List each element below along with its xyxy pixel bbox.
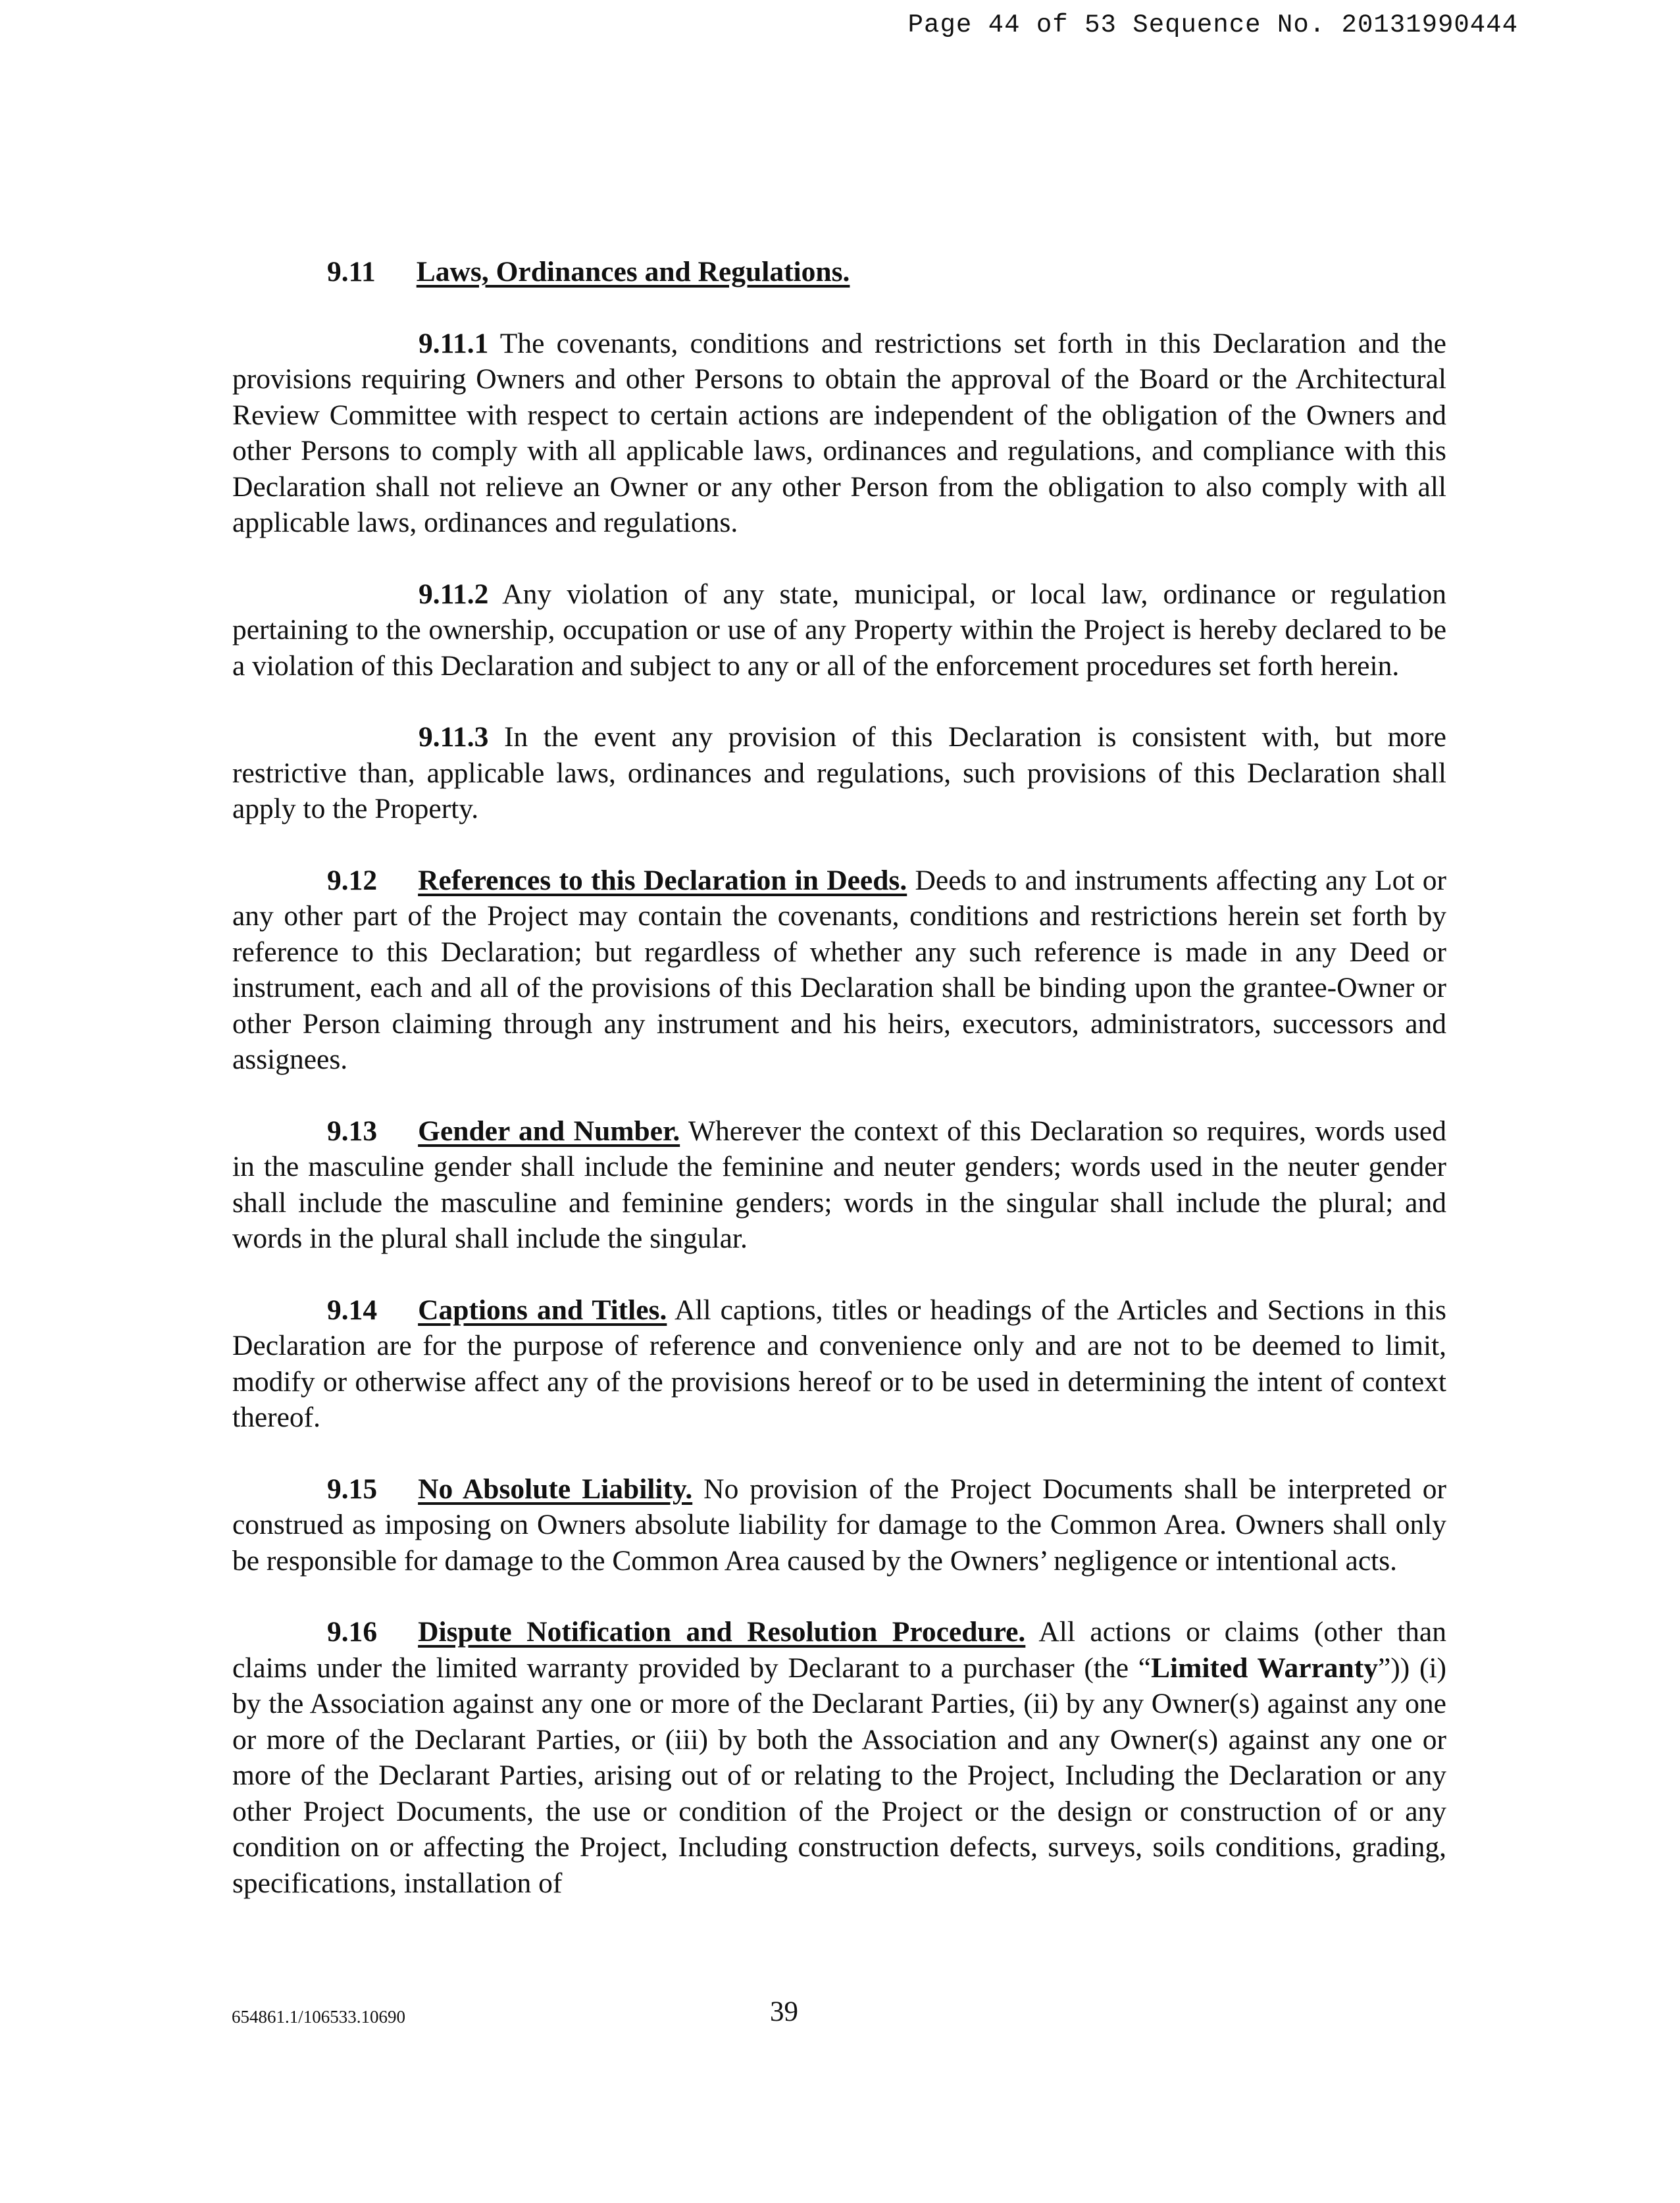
section-title: Gender and Number.	[418, 1115, 680, 1147]
section-number: 9.15	[327, 1473, 378, 1505]
section-text: Wherever the context of this Declaration so requires, words used in the masculine gender shall include the feminine and neuter genders; words used in the neuter gender shall include the masculine and feminine genders; words in the singular shall include the plural; and words in the plural shall include the singular.	[232, 1115, 1446, 1254]
section-9-11-heading	[232, 254, 1446, 290]
section-9-14	[232, 1292, 1446, 1436]
section-number: 9.12	[327, 864, 378, 896]
section-text-b: ”)) (i) by the Association against any one or more of the Declarant Parties, (ii) by any Owner(s) against any one or more of the Declarant Parties, or (iii) by both the Association and any Owner(s) against any one or more of the Declarant Parties, arising out of or relating to the Project, Including the Declaration or any other Project Documents, the use or condition of the Project or the design or construction of or any condition on or affecting the Project, Including construction defects, surveys, soils conditions, grading, specifications, installation of	[232, 1652, 1447, 1899]
section-text: The covenants, conditions and restrictions set forth in this Declaration and the provisions requiring Owners and other Persons to obtain the approval of the Board or the Architectural Review Committee with respect to certain actions are independent of the obligation of the Owners and other Persons to comply with all applicable laws, ordinances and regulations, and compliance with this Declaration shall not relieve an Owner or any other Person from the obligation to also comply with all applicable laws, ordinances and regulations.	[232, 327, 1446, 538]
section-9-11-1	[232, 326, 1446, 541]
section-text: No provision of the Project Documents shall be interpreted or construed as imposing on Owners absolute liability for damage to the Common Area. Owners shall only be responsible for damage to the Common Area caused by the Owners’ negligence or intentional acts.	[232, 1473, 1446, 1577]
section-title: No Absolute Liability.	[418, 1473, 693, 1505]
section-title: References to this Declaration in Deeds.	[418, 864, 907, 896]
section-text: Deeds to and instruments affecting any Lot or any other part of the Project may contain the covenants, conditions and restrictions herein set forth by reference to this Declaration; but regardless of whether any such reference is made in any Deed or instrument, each and all of the provisions of this Declaration shall be binding upon the grantee-Owner or other Person claiming through any instrument and his heirs, executors, administrators, successors and assignees.	[232, 864, 1447, 1075]
footer-page-number: 39	[770, 1996, 798, 2027]
document-body	[232, 254, 1446, 1937]
section-9-11-3	[232, 719, 1446, 827]
section-title: Dispute Notification and Resolution Procedure.	[418, 1616, 1026, 1648]
section-9-11-2	[232, 576, 1446, 684]
section-9-12	[232, 863, 1446, 1078]
section-number: 9.11.3	[419, 721, 489, 753]
section-9-16	[232, 1614, 1446, 1901]
section-number: 9.13	[327, 1115, 378, 1147]
section-text: Any violation of any state, municipal, or local law, ordinance or regulation pertaining to the ownership, occupation or use of any Property within the Project is hereby declared to be a violation of this Declaration and subject to any or all of the enforcement procedures set forth herein.	[232, 578, 1446, 682]
page-sequence-stamp: Page 44 of 53 Sequence No. 20131990444	[907, 11, 1518, 39]
section-text-a: All actions or claims (other than claims under the limited warranty provided by Declarant to a purchaser (the “	[232, 1616, 1446, 1684]
section-text: All captions, titles or headings of the Articles and Sections in this Declaration are for the purpose of reference and convenience only and are not to be deemed to limit, modify or otherwise affect any of the provisions hereof or to be used in determining the intent of context thereof.	[232, 1294, 1446, 1433]
section-9-15	[232, 1471, 1446, 1579]
section-number: 9.16	[327, 1616, 378, 1648]
section-title: Laws, Ordinances and Regulations.	[416, 256, 850, 288]
section-number: 9.11.2	[419, 578, 489, 610]
section-title: Captions and Titles.	[418, 1294, 667, 1326]
section-number: 9.11	[327, 256, 376, 288]
section-text: In the event any provision of this Declaration is consistent with, but more restrictive than, applicable laws, ordinances and regulations, such provisions of this Declaration shall apply to the Property.	[232, 721, 1446, 824]
defined-term-limited-warranty: Limited Warranty	[1151, 1652, 1378, 1684]
section-9-13	[232, 1113, 1446, 1257]
section-number: 9.11.1	[419, 327, 489, 359]
footer-document-id: 654861.1/106533.10690	[232, 2007, 406, 2027]
section-number: 9.14	[327, 1294, 378, 1326]
